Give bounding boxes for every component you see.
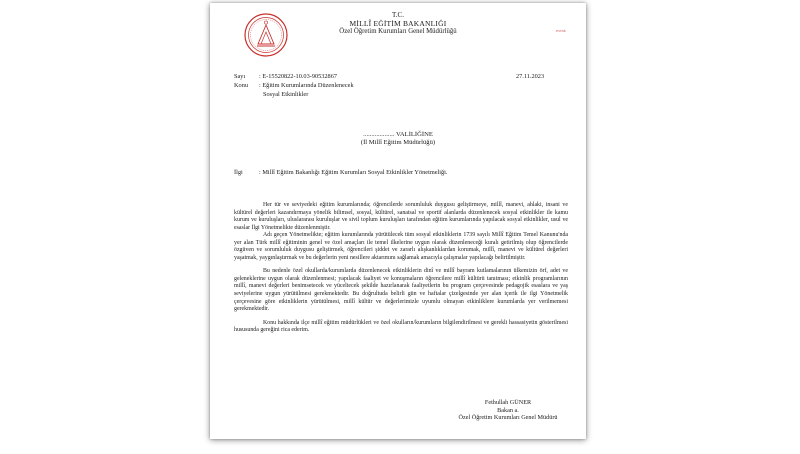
sayi-value: : E-15520822-10.03-90532867 xyxy=(259,73,338,80)
sayi-label: Sayı xyxy=(234,73,246,80)
letterhead xyxy=(210,11,586,37)
paragraph: Konu hakkında ilçe millî eğitim müdürlükleri ve özel okulların/kurumların bilgilendirilmesi ve gerekli hassasiyetin gösterilmesi hususunda gereğini rica ederim. xyxy=(234,319,568,334)
recipient-line-2: (İl Millî Eğitim Müdürlüğü) xyxy=(360,139,436,146)
signatory-title: Bakan a. xyxy=(497,406,519,414)
recipient-line-1: ................... VALİLİĞİNE xyxy=(363,131,433,138)
ilgi-text: : Millî Eğitim Bakanlığı Eğitim Kurumları Sosyal Etkinlikler Yönetmeliği. xyxy=(259,169,448,176)
stamp-text: evrak xyxy=(556,28,566,33)
meta-block xyxy=(234,73,574,113)
ilgi-block xyxy=(234,169,574,179)
konu-line-1: : Eğitim Kurumlarında Düzenlenecek xyxy=(259,82,354,89)
header-line-tc: T.C. xyxy=(392,11,404,19)
header-directorate: Özel Öğretim Kurumları Genel Müdürlüğü xyxy=(339,28,457,35)
paragraph: Her tür ve seviyedeki eğitim kurumlarında; öğrencilerde sorumluluk duygusu geliştirmeye, millî, manevi, ahlaki, insani ve kültürel değerleri kazandırmaya yönelik bilimsel, sosyal, kültürel, sanatsal ve sportif alanlarda düzenlenecek sosyal etkinlikler ile kamu kurum ve kuruluşları, uluslararası kuruluşlar ve sivil toplum kuruluşları tarafından eğitim kurumlarında yapılacak sosyal etkinlikler, usul ve esaslar İlgi Yönetmelikte düzenlenmiştir. xyxy=(234,202,568,231)
document-date: 27.11.2023 xyxy=(516,73,545,80)
header-ministry: MİLLÎ EĞİTİM BAKANLIĞI xyxy=(349,18,447,28)
paragraph: Bu nedenle özel okullarda/kurumlarda düzenlenecek etkinliklerin dinî ve millî bayram kutlamalarının ülkemizin örf, adet ve geleneklerine uygun olarak düzenlenmesi; yapılacak faaliyet ve konuşmaların öğrencilere millî kültürü tanıtması; etkinlik programlarının millî, manevi değerleri benimsetecek ve yüceltecek şekilde hazırlanarak faaliyetlerin bu program çerçevesinde pedagojik esaslara ve yaş seviyelerine uygun yürütülmesi gerekmektedir. Bu doğrultuda belirli gün ve haftalar çizelgesinde yer alan içerik ile ilgi Yönetmelik çerçevesine göre etkinliklerin yürütülmesi, millî kültür ve değerlerimizle uyumlu olmayan etkinliklere kurumlarda yer verilmemesi gerekmektedir. xyxy=(234,268,568,313)
document-page xyxy=(210,3,586,439)
signatory-position: Özel Öğretim Kurumları Genel Müdürü xyxy=(458,414,558,422)
konu-line-2: Sosyal Etkinlikler xyxy=(263,91,309,98)
signature-block xyxy=(440,399,576,422)
ilgi-label: İlgi xyxy=(234,169,243,176)
letter-body xyxy=(234,202,568,341)
paragraph: Adı geçen Yönetmelikte; eğitim kurumlarında yürütülecek tüm sosyal etkinliklerin 1739 sayılı Millî Eğitim Temel Kanunu'nda yer alan Türk millî eğitiminin genel ve özel amaçları ile temel ilkelerine uygun olarak düzenleneceği kuralı getirilmiş olup öğrencilerde özgüven ve sorumluluk duygusu geliştirmek, öğrencileri şiddet ve zararlı alışkanlıklardan korumak, millî, manevi ve kültürel değerleri yaşatmak, yaygınlaştırmak ve bu değerlerin yeni nesillere aktarımını sağlamak amacıyla çalışmalar yapılacağı belirtilmiştir. xyxy=(234,232,568,261)
konu-label: Konu xyxy=(234,82,248,89)
signatory-name: Fethullah GÜNER xyxy=(484,399,532,406)
